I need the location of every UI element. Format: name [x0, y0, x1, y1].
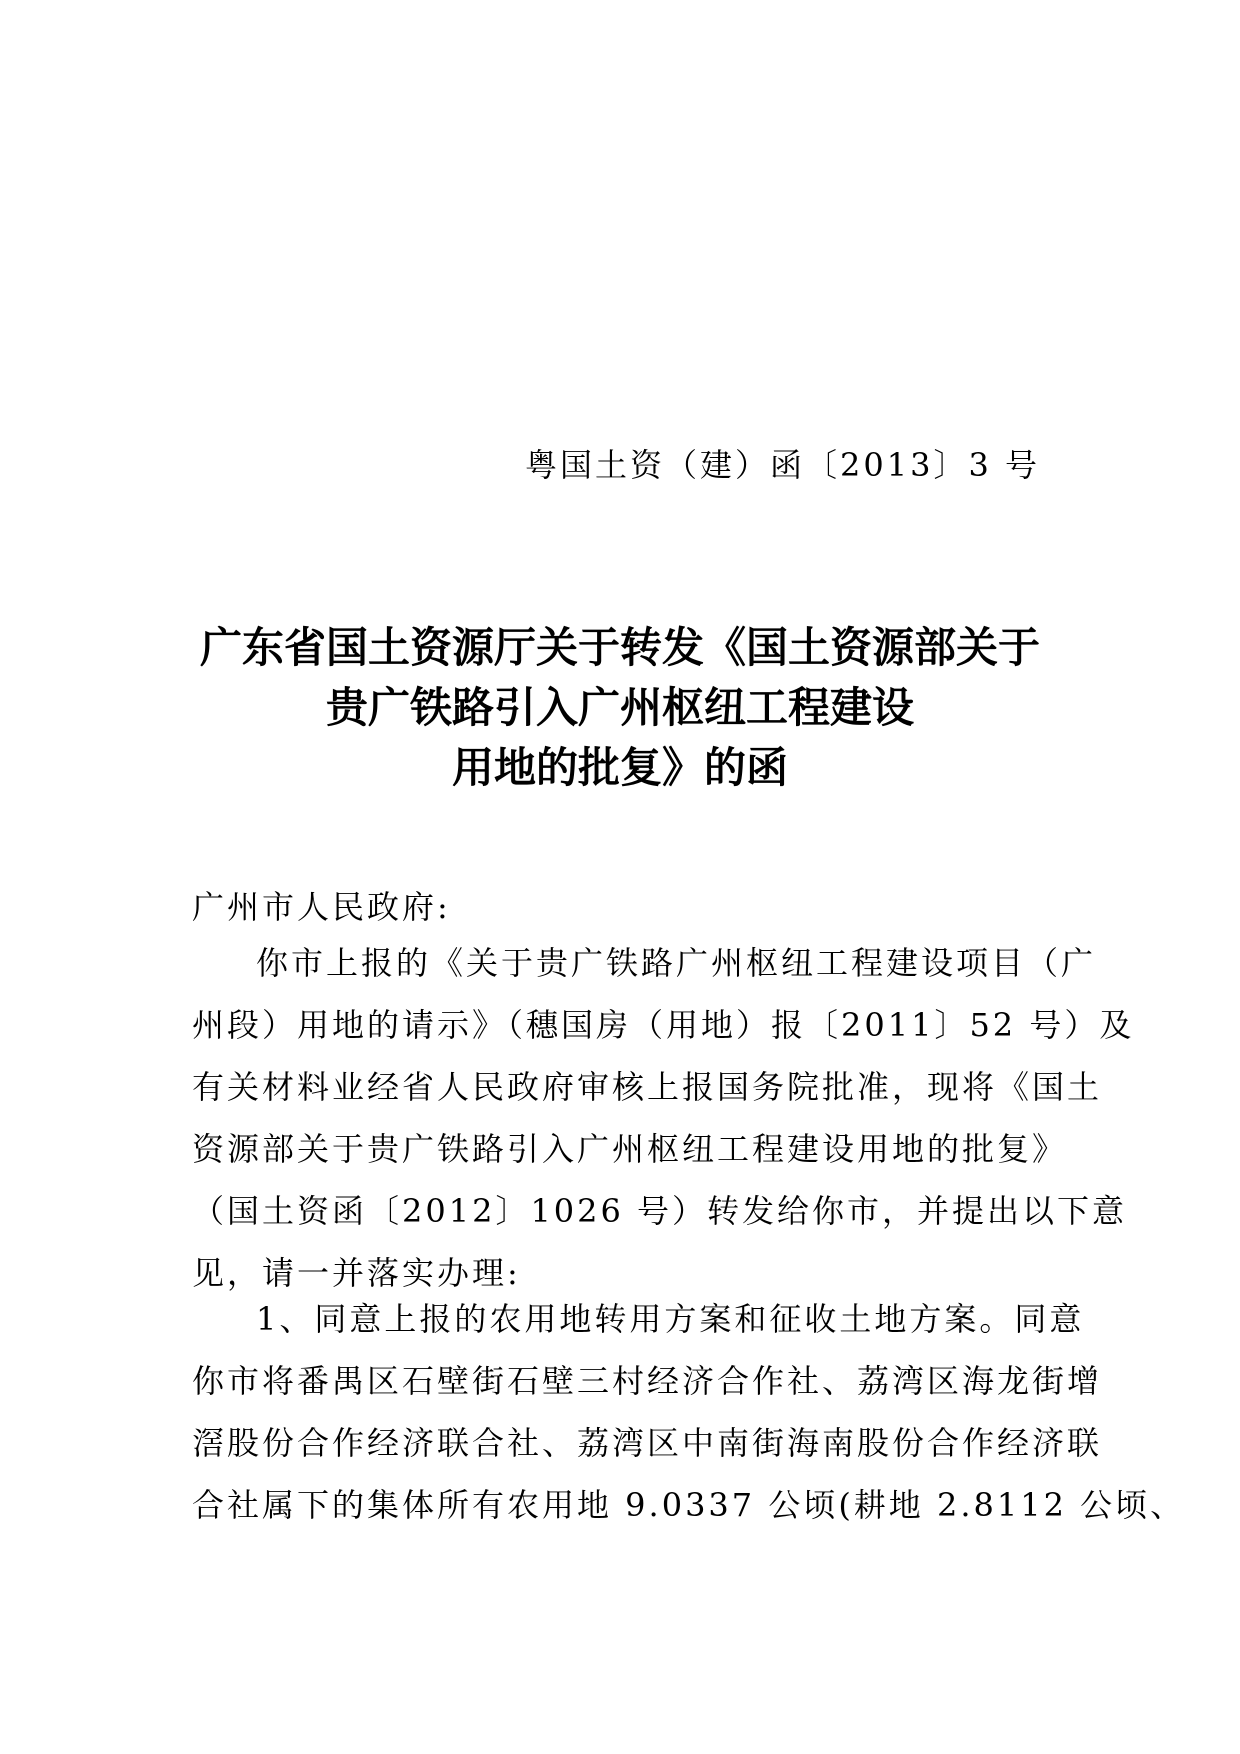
salutation: 广州市人民政府: — [192, 888, 451, 926]
paragraph-1-line: 有关材料业经省人民政府审核上报国务院批准，现将《国土 — [192, 1068, 1103, 1106]
title-line-2: 贵广铁路引入广州枢纽工程建设 — [325, 683, 914, 732]
title-line-3: 用地的批复》的函 — [451, 743, 788, 792]
paragraph-1-line: 州段）用地的请示》（穗国房（用地）报〔2011〕52 号）及 — [192, 1006, 1135, 1044]
title-line-1: 广东省国土资源厅关于转发《国土资源部关于 — [199, 623, 1040, 672]
paragraph-2-line: 1、同意上报的农用地转用方案和征收土地方案。同意 — [256, 1300, 1085, 1338]
paragraph-1-line: 你市上报的《关于贵广铁路广州枢纽工程建设项目（广 — [256, 944, 1097, 982]
paragraph-2-line: 合社属下的集体所有农用地 9.0337 公顷(耕地 2.8112 公顷、 — [192, 1486, 1186, 1524]
paragraph-2-line: 滘股份合作经济联合社、荔湾区中南街海南股份合作经济联 — [192, 1424, 1103, 1462]
paragraph-2-line: 你市将番禺区石壁街石壁三村经济合作社、荔湾区海龙街增 — [192, 1362, 1103, 1400]
paragraph-2 — [192, 1288, 1186, 1536]
paragraph-1 — [192, 932, 1135, 1304]
paragraph-1-line: （国土资函〔2012〕1026 号）转发给你市，并提出以下意 — [192, 1192, 1128, 1230]
paragraph-1-line: 见，请一并落实办理: — [192, 1254, 521, 1292]
document-number: 粤国土资（建）函〔2013〕3 号 — [525, 446, 1040, 484]
document-title — [150, 618, 1090, 798]
paragraph-1-line: 资源部关于贵广铁路引入广州枢纽工程建设用地的批复》 — [192, 1130, 1068, 1168]
